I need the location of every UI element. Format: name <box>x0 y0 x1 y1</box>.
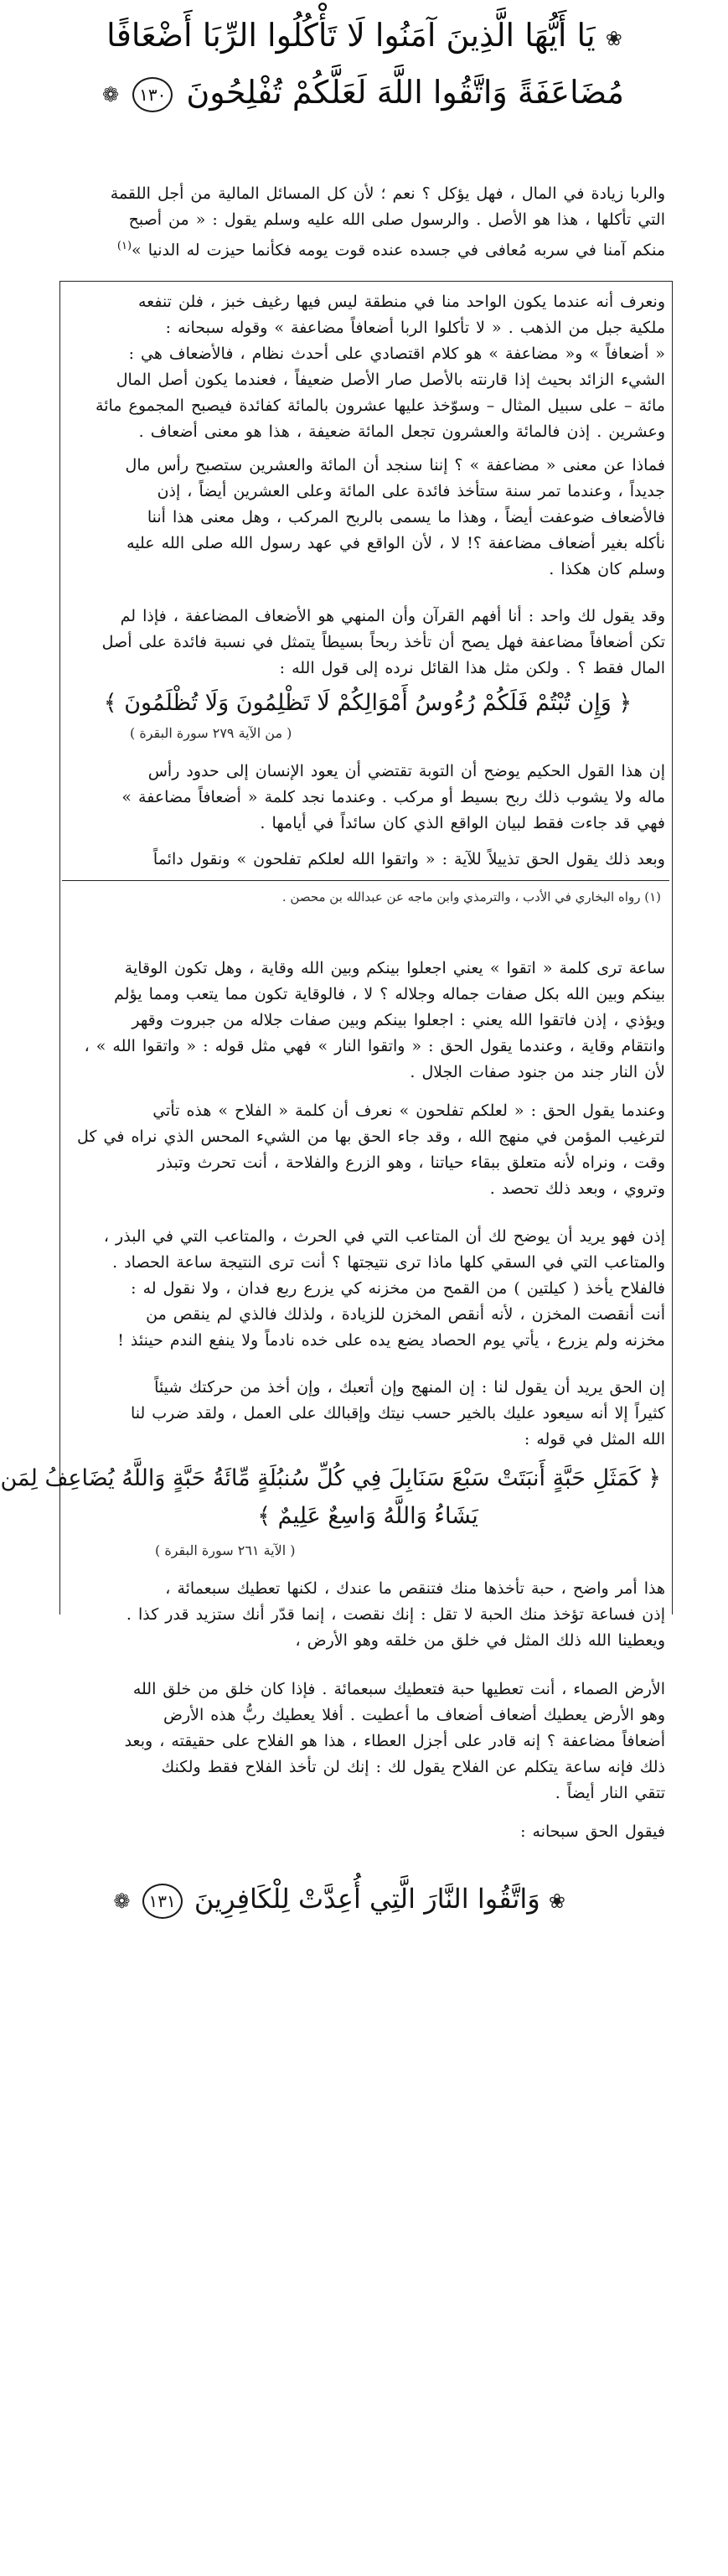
footer-verse-text: وَاتَّقُوا النَّارَ الَّتِي أُعِدَّتْ لِلْكَافِرِينَ <box>194 1883 540 1915</box>
verse-number-badge: ١٣١ <box>142 1884 183 1919</box>
ornament-icon: ❀ <box>605 26 622 50</box>
quran-verse-261-line-1: ﴿ كَمَثَلِ حَبَّةٍ أَنبَتَتْ سَبْعَ سَنَابِلَ فِي كُلِّ سُنبُلَةٍ مِّائَةُ حَبَّةٍ وَاللَّهُ يُضَاعِفُ لِمَن <box>0 1465 661 1491</box>
verse-number-badge: ١٣٠ <box>132 77 173 112</box>
verse-reference-261: ( الآية ٢٦١ سورة البقرة ) <box>155 1542 296 1558</box>
ornament-icon: ❁ <box>102 83 120 106</box>
paragraph-12: الأرض الصماء ، أنت تعطيها حبة فتعطيك سبعمائة . فإذا كان خلق من خلق الله وهو الأرض يعطيك أضعاف أضعاف ما أعطيت . أفلا يعطيك ربُّ هذه الأرض أضعافاً مضاعفة ؟ إنه قادر على أجزل العطاء ، هذا هو الفلاح على حقيقته ، وبعد ذلك فإنه ساعة يتكلم عن الفلاح يقول لك : إنك لن تأخذ الفلاح فقط ولكنك تتقي النار أيضاً . <box>124 1680 665 1802</box>
quran-verse-279: ﴿ وَإِن تُبْتُمْ فَلَكُمْ رُءُوسُ أَمْوَالِكُمْ لَا تَظْلِمُونَ وَلَا تُظْلَمُونَ ﴾ <box>103 690 632 716</box>
paragraph-1 <box>66 155 665 263</box>
paragraph-1-text: والربا زيادة في المال ، فهل يؤكل ؟ نعم ؛ لأن كل المسائل المالية من أجل اللقمة التي تأكلها ، هذا هو الأصل . والرسول صلى الله عليه وسلم يقول : « من أصبح منكم آمنا في سربه مُعافى في جسده عنده قوت يومه فكأنما حيزت له الدنيا » <box>110 184 665 260</box>
paragraph-2: ونعرف أنه عندما يكون الواحد منا في منطقة ليس فيها رغيف خبز ، فلن تنفعه ملكية جبل من الذهب . « لا تأكلوا الربا أضعافاً مضاعفة » وقوله سبحانه : « أضعافاً » و« مضاعفة » هو كلام اقتصادي على أحدث نظام ، فالأضعاف هي : الشيء الزائد بحيث إذا قارنته بالأصل صار الأصل ضعيفاً ، فعندما يكون أصل المال مائة – على سبيل المثال – وسوّخذ عليها عشرون بالمائة كفائدة فيصبح المجموع مائة وعشرين . إذن فالمائة والعشرون تجعل المائة ضعيفة ، هذا هو معنى أضعاف . <box>96 293 665 441</box>
quran-verse-261-line-2: يَشَاءُ وَاللَّهُ وَاسِعٌ عَلِيمٌ ﴾ <box>257 1503 478 1529</box>
header-verse-text-1: يَا أَيُّهَا الَّذِينَ آمَنُوا لَا تَأْكُلُوا الرِّبَا أَضْعَافًا <box>106 17 596 54</box>
header-verse-text-2: مُضَاعَفَةً وَاتَّقُوا اللَّهَ لَعَلَّكُمْ تُفْلِحُونَ <box>186 73 624 111</box>
header-verse-line-2 <box>102 65 624 122</box>
footnote-marker: (١) <box>116 240 132 252</box>
paragraph-8: وعندما يقول الحق : « لعلكم تفلحون » نعرف أن كلمة « الفلاح » هذه تأتي لترغيب المؤمن في منهج الله ، وقد جاء الحق بها من الشيء المحس الذي نراه في كل وقت ، ونراه لأنه متعلق ببقاء حياتنا ، وهو الزرع والفلاحة ، أنت تحرث وتبذر وتروي ، وبعد ذلك تحصد . <box>77 1101 665 1198</box>
header-verse-line-1 <box>105 8 624 65</box>
paragraph-13: فيقول الحق سبحانه : <box>520 1822 665 1841</box>
paragraph-6: وبعد ذلك يقول الحق تذييلاً للآية : « واتقوا الله لعلكم تفلحون » ونقول دائماً <box>152 850 665 868</box>
paragraph-9: إذن فهو يريد أن يوضح لك أن المتاعب التي في الحرث ، والمتاعب التي في البذر ، والمتاعب التي في السقي كلها ماذا ترى نتيجتها ؟ أنت ترى النتيجة ساعة الحصاد . فالفلاح يأخذ ( كيلتين ) من القمح من مخزنه كي يزرع ربع فدان ، ولا نقول له : أنت أنقصت المخزن ، لأنه أنقص المخزن للزيادة ، ولذلك فالذي لم ينقص من مخزنه ولم يزرع ، يأتي يوم الحصاد يضع يده على خده نادماً ولا ينفع الندم حينئذ ! <box>103 1227 665 1350</box>
header-verse-banner <box>102 8 624 134</box>
footnote: (١) رواه البخاري في الأدب ، والترمذي وابن ماجه عن عبدالله بن محصن . <box>281 889 661 904</box>
footer-verse-banner <box>113 1878 565 1922</box>
paragraph-4: وقد يقول لك واحد : أنا أفهم القرآن وأن المنهي هو الأضعاف المضاعفة ، فإذا لم تكن أضعافاً مضاعفة فهل يصح أن تأخذ ربحاً بسيطاً يتمثل في نسبة فائدة على أصل المال فقط ؟ . ولكن مثل هذا القائل نرده إلى قول الله : <box>101 607 665 677</box>
verse-reference-279: ( من الآية ٢٧٩ سورة البقرة ) <box>130 725 292 741</box>
ornament-icon: ❁ <box>113 1889 131 1913</box>
paragraph-3: فماذا عن معنى « مضاعفة » ؟ إننا سنجد أن المائة والعشرين ستصبح رأس مال جديداً ، وعندما تمر سنة ستأخذ فائدة على المائة وعلى العشرين أيضاً ، إذن فالأضعاف ضوعفت أيضاً ، وهذا ما يسمى بالربح المركب ، وهل معنى هذا أننا نأكله بغير أضعاف مضاعفة ؟! لا ، لأن الواقع في عهد رسول الله صلى الله عليه وسلم كان هكذا . <box>125 456 665 578</box>
paragraph-11: هذا أمر واضح ، حبة تأخذها منك فتنقص ما عندك ، لكنها تعطيك سبعمائة ، إذن فساعة تؤخذ منك الحبة لا تقل : إنك نقصت ، إنما قدّر أنك ستزيد قدر كذا . ويعطينا الله ذلك المثل في خلق من خلقه وهو الأرض ، <box>126 1579 665 1650</box>
ornament-icon: ❀ <box>548 1889 565 1913</box>
paragraph-10: إن الحق يريد أن يقول لنا : إن المنهج وإن أتعبك ، وإن أخذ من حركتك شيئاً كثيراً إلا أنه سيعود عليك بالخير حسب نيتك وإقبالك على العمل ، ولقد ضرب لنا الله المثل في قوله : <box>130 1378 665 1449</box>
footnote-divider <box>62 880 669 881</box>
paragraph-5: إن هذا القول الحكيم يوضح أن التوبة تقتضي أن يعود الإنسان إلى حدود رأس ماله ولا يشوب ذلك ربح بسيط أو مركب . وعندما نجد كلمة « أضعافاً مضاعفة » فهي قد جاءت فقط لبيان الواقع الذي كان سائداً في أيامها . <box>121 762 665 832</box>
paragraph-7: ساعة ترى كلمة « اتقوا » يعني اجعلوا بينكم وبين الله وقاية ، وهل تكون الوقاية بينكم وبين الله بكل صفات جماله وجلاله ؟ لا ، فالوقاية تكون مما يتعب ومما يؤلم ويؤذي ، إذن فاتقوا الله يعني : اجعلوا بينكم وبين صفات جلاله من جبروت وقهر وانتقام وقاية ، وعندما يقول الحق : « واتقوا النار » فهي مثل قوله : « واتقوا الله » ، لأن النار جند من جنود صفات الجلال . <box>84 959 665 1081</box>
